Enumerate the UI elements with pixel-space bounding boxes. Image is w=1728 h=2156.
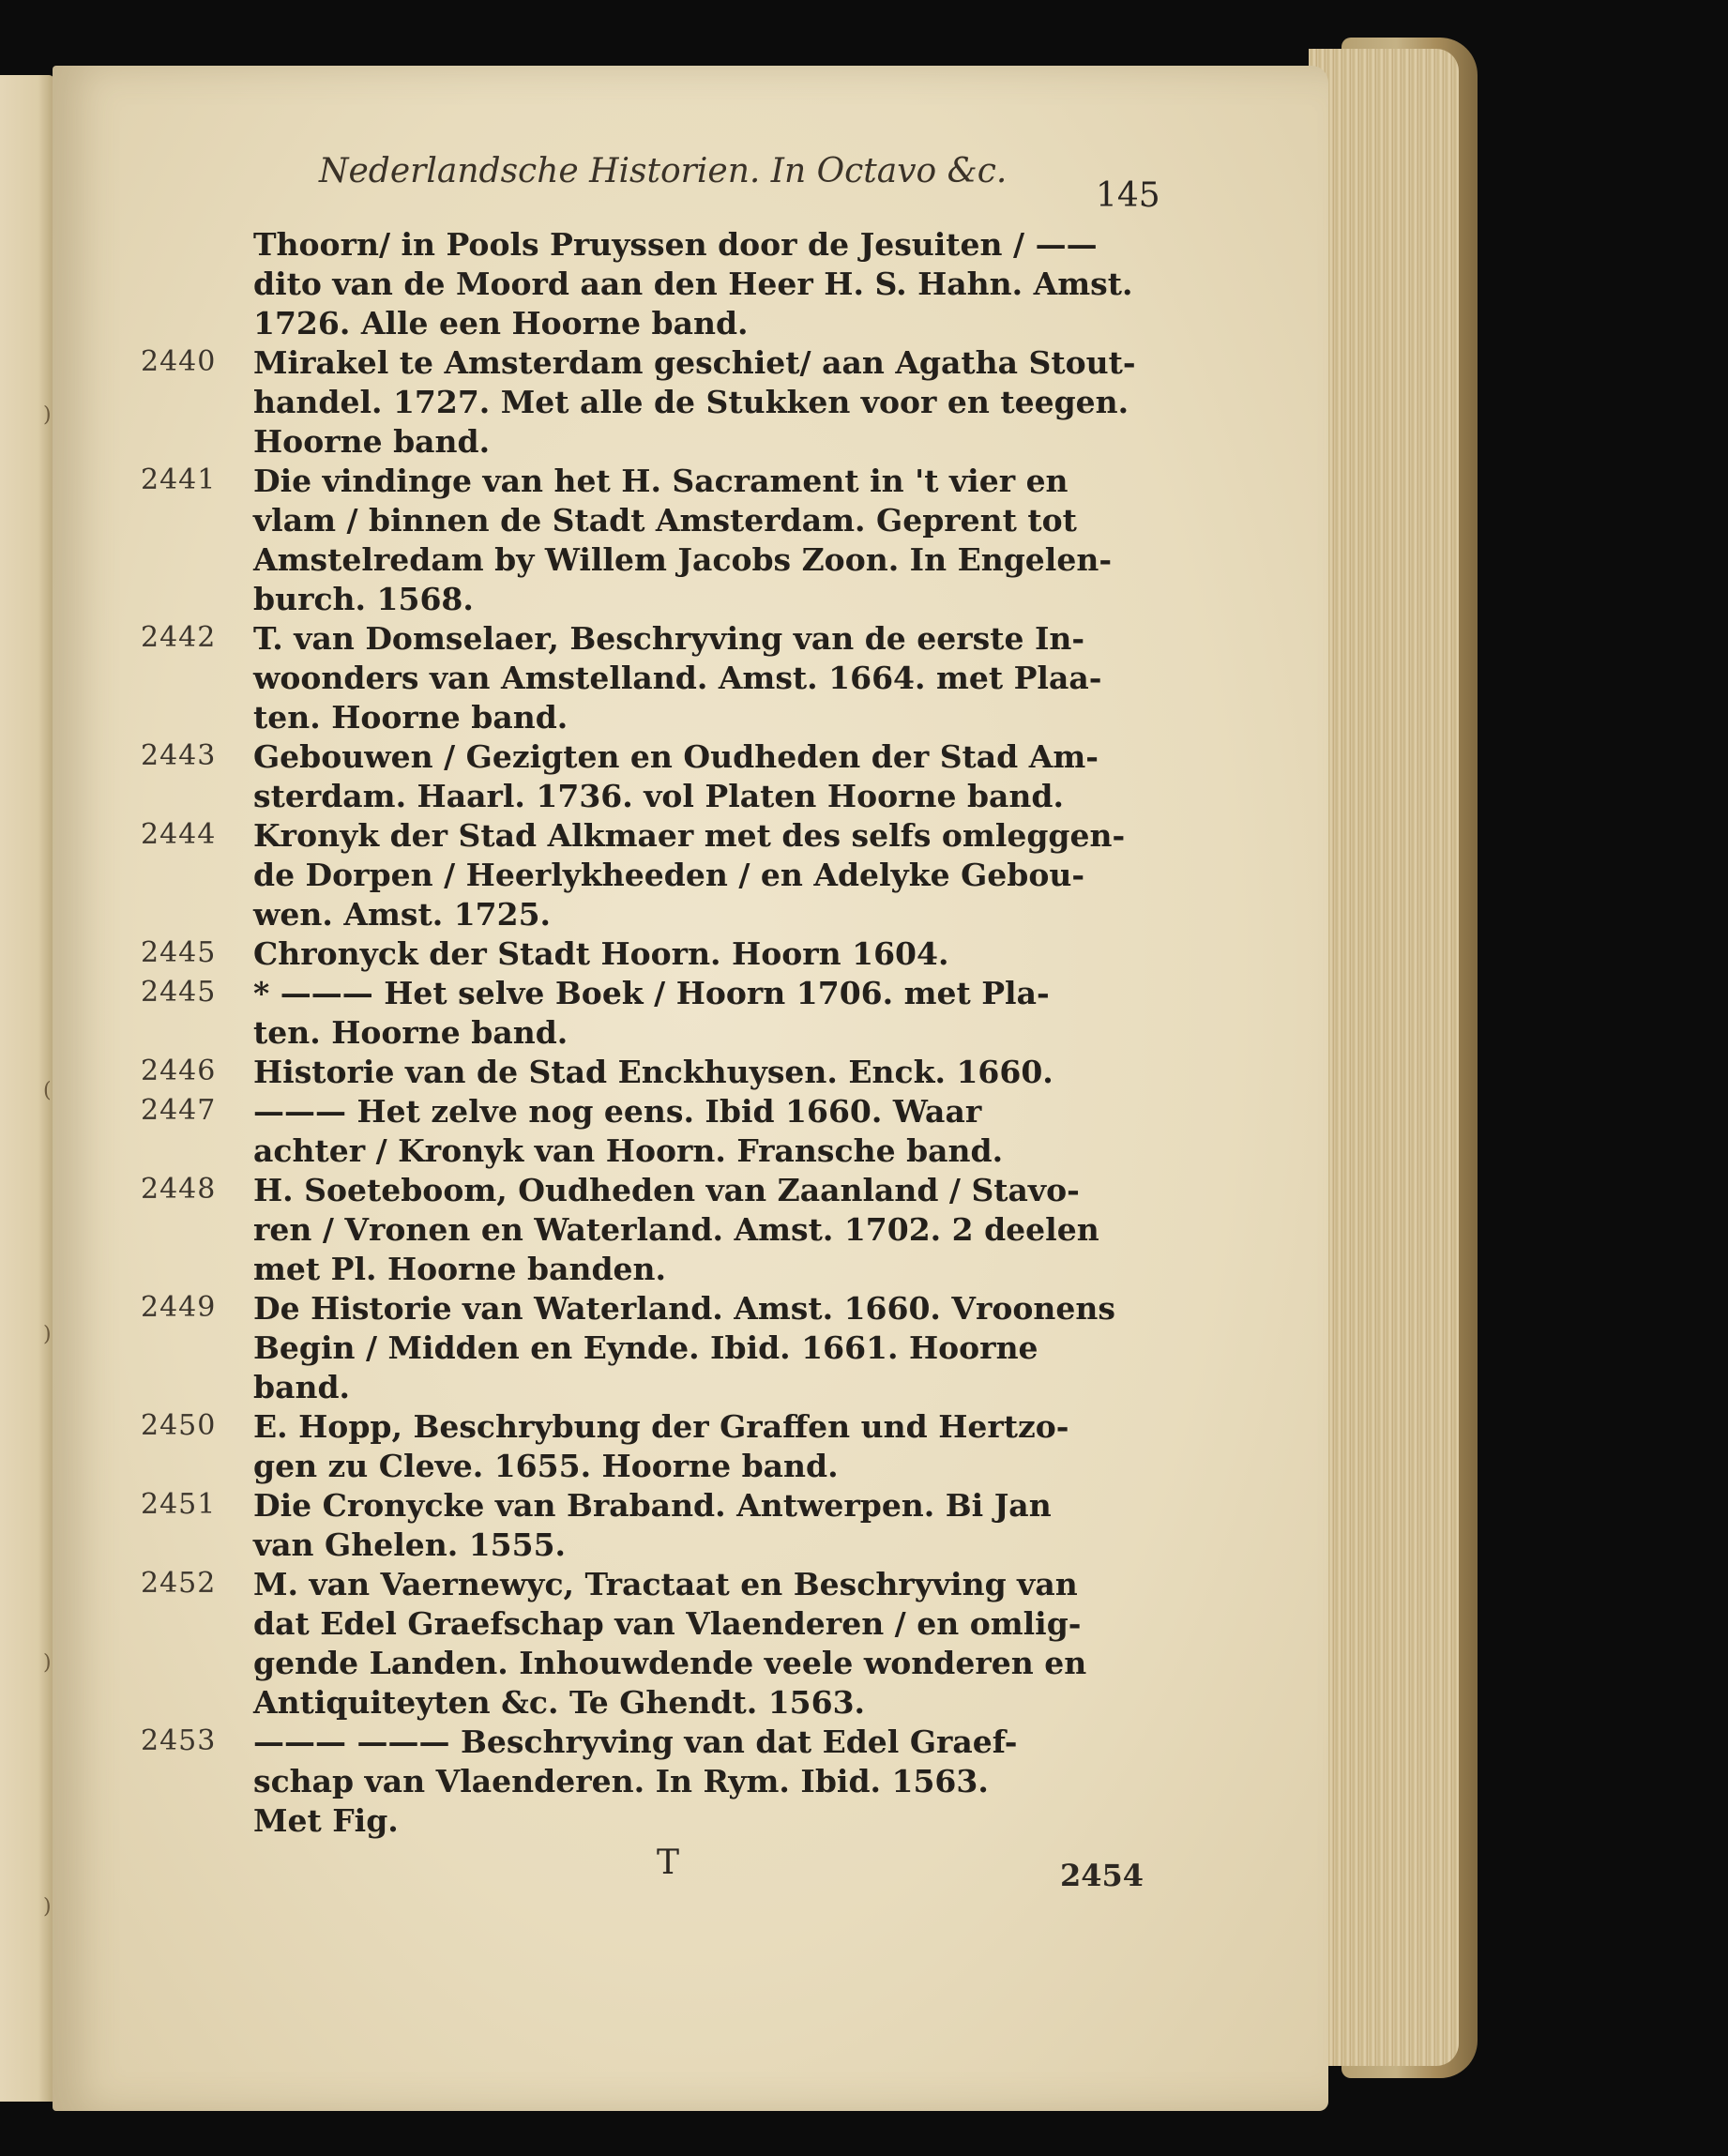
entry-line: Hoorne band. (253, 423, 491, 460)
catalogue-entry (141, 1407, 1173, 1486)
entry-line: H. Soeteboom, Oudheden van Zaanland / Stavo- (253, 1172, 1080, 1208)
entry-line: gen zu Cleve. 1655. Hoorne band. (253, 1448, 839, 1484)
entry-line: de Dorpen / Heerlykheeden / en Adelyke Gebou- (253, 857, 1085, 893)
entry-line: wen. Amst. 1725. (253, 896, 552, 933)
lot-number: 2449 (141, 1291, 217, 1324)
entry-line: band. (253, 1369, 351, 1405)
page-number: 145 (1096, 176, 1160, 215)
page-block-edges (1309, 49, 1459, 2066)
catalogue-entry (141, 1723, 1173, 1841)
signature-mark: T (657, 1844, 680, 1882)
catalogue-entry (141, 974, 1173, 1053)
catalogue-entry (141, 462, 1173, 619)
catalogue-entry (141, 1053, 1173, 1092)
entry-line: met Pl. Hoorne banden. (253, 1251, 667, 1287)
lot-number: 2450 (141, 1409, 217, 1442)
lot-number: 2443 (141, 739, 217, 772)
entry-line: ten. Hoorne band. (253, 699, 568, 736)
lot-number: 2441 (141, 463, 217, 496)
entry-line: dat Edel Graefschap van Vlaenderen / en omlig- (253, 1605, 1082, 1642)
catalogue-entry (141, 1289, 1173, 1407)
entry-line: Historie van de Stad Enckhuysen. Enck. 1660. (253, 1054, 1053, 1090)
lot-number: 2452 (141, 1567, 217, 1600)
entry-line: Begin / Midden en Eynde. Ibid. 1661. Hoorne (253, 1329, 1038, 1366)
catalogue-entry (141, 343, 1173, 462)
catalogue-entry (141, 934, 1173, 974)
catalogue-entry (141, 1565, 1173, 1723)
margin-mark: ) (43, 1651, 52, 1675)
entry-line: 1726. Alle een Hoorne band. (253, 305, 749, 342)
entry-line: E. Hopp, Beschrybung der Graffen und Hertzo- (253, 1408, 1069, 1445)
lot-number: 2442 (141, 621, 217, 654)
entry-line: ren / Vronen en Waterland. Amst. 1702. 2 deelen (253, 1211, 1099, 1248)
entry-line: achter / Kronyk van Hoorn. Fransche band. (253, 1132, 1004, 1169)
catchword: 2454 (1060, 1858, 1144, 1893)
catalogue-entry (141, 816, 1173, 934)
entry-line: van Ghelen. 1555. (253, 1526, 567, 1563)
entry-line: Mirakel te Amsterdam geschiet/ aan Agatha Stout- (253, 344, 1136, 381)
entry-line: ten. Hoorne band. (253, 1014, 568, 1051)
entry-line: ——— ——— Beschryving van dat Edel Graef- (253, 1723, 1018, 1760)
entry-line: handel. 1727. Met alle de Stukken voor en teegen. (253, 384, 1129, 420)
lot-number: 2448 (141, 1173, 217, 1206)
lot-number: 2445 (141, 936, 217, 969)
catalogue-entries (141, 225, 1173, 1841)
entry-line: Met Fig. (253, 1802, 399, 1839)
entry-line: Die vindinge van het H. Sacrament in 't vier en (253, 463, 1069, 499)
catalogue-entry (141, 1486, 1173, 1565)
entry-line: Chronyck der Stadt Hoorn. Hoorn 1604. (253, 935, 949, 972)
entry-line: vlam / binnen de Stadt Amsterdam. Geprent tot (253, 502, 1077, 539)
entry-line: Kronyk der Stad Alkmaer met des selfs omleggen- (253, 817, 1126, 854)
entry-line: dito van de Moord aan den Heer H. S. Hahn. Amst. (253, 266, 1133, 302)
lot-number: 2445 (141, 976, 217, 1009)
catalogue-entry (141, 225, 1173, 343)
entry-line: schap van Vlaenderen. In Rym. Ibid. 1563. (253, 1763, 989, 1799)
catalogue-entry (141, 737, 1173, 816)
lot-number: 2446 (141, 1055, 217, 1087)
entry-line: T. van Domselaer, Beschryving van de eerste In- (253, 620, 1085, 657)
entry-line: gende Landen. Inhouwdende veele wonderen en (253, 1645, 1087, 1681)
margin-mark: ) (43, 1895, 52, 1919)
lot-number: 2453 (141, 1724, 217, 1757)
catalogue-entry (141, 1092, 1173, 1171)
entry-line: Die Cronycke van Braband. Antwerpen. Bi Jan (253, 1487, 1052, 1524)
entry-line: M. van Vaernewyc, Tractaat en Beschryving van (253, 1566, 1078, 1602)
lot-number: 2444 (141, 818, 217, 851)
entry-line: ——— Het zelve nog eens. Ibid 1660. Waar (253, 1093, 982, 1130)
margin-mark: ( (43, 1079, 52, 1102)
entry-line: Amstelredam by Willem Jacobs Zoon. In Engelen- (253, 541, 1113, 578)
entry-line: woonders van Amstelland. Amst. 1664. met Plaa- (253, 660, 1102, 696)
margin-mark: ) (43, 1323, 52, 1346)
entry-line: sterdam. Haarl. 1736. vol Platen Hoorne band. (253, 778, 1064, 814)
lot-number: 2451 (141, 1488, 217, 1521)
entry-line: De Historie van Waterland. Amst. 1660. Vroonens (253, 1290, 1115, 1327)
catalogue-entry (141, 1171, 1173, 1289)
entry-line: Antiquiteyten &c. Te Ghendt. 1563. (253, 1684, 866, 1721)
lot-number: 2447 (141, 1094, 217, 1127)
running-header: Nederlandsche Historien. In Octavo &c. (319, 152, 1008, 190)
entry-line: Gebouwen / Gezigten en Oudheden der Stad Am- (253, 738, 1099, 775)
lot-number: 2440 (141, 345, 217, 378)
entry-line: Thoorn/ in Pools Pruyssen door de Jesuiten / —— (253, 226, 1098, 263)
margin-mark: ) (43, 403, 52, 427)
entry-line: burch. 1568. (253, 581, 474, 617)
catalogue-entry (141, 619, 1173, 737)
entry-line: * ——— Het selve Boek / Hoorn 1706. met Pla- (253, 975, 1050, 1011)
